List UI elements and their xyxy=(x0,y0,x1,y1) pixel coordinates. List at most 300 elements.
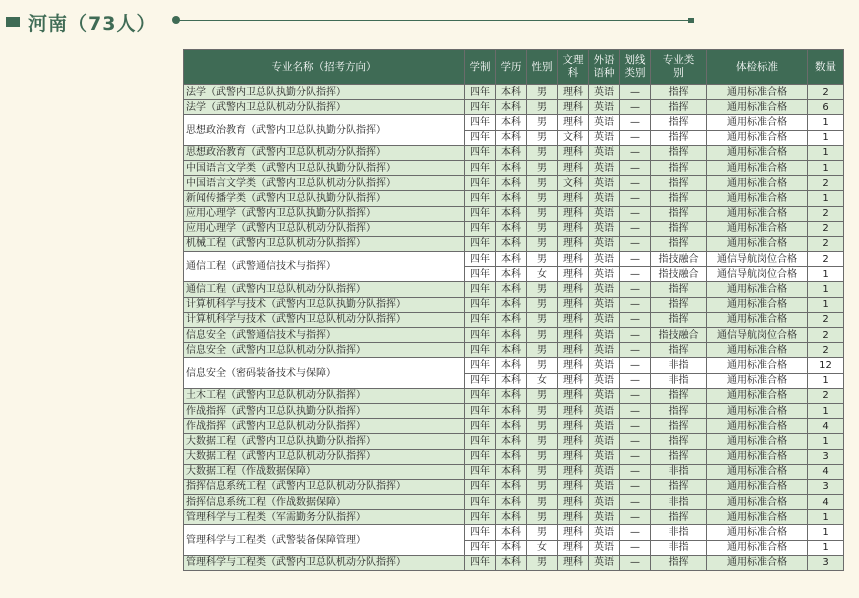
table-cell: — xyxy=(620,495,651,510)
table-cell: 本科 xyxy=(496,282,527,297)
table-cell: 指挥 xyxy=(651,510,707,525)
table-cell: — xyxy=(620,358,651,373)
col-header-gender: 性别 xyxy=(527,50,558,85)
table-row xyxy=(184,312,844,327)
table-cell: 本科 xyxy=(496,176,527,191)
table-cell: — xyxy=(620,282,651,297)
cell-major: 指挥信息系统工程（武警内卫总队机动分队指挥） xyxy=(184,479,465,494)
table-cell: 通用标准合格 xyxy=(707,373,808,388)
table-cell: 指挥 xyxy=(651,221,707,236)
table-cell: 本科 xyxy=(496,328,527,343)
table-cell: 理科 xyxy=(558,555,589,570)
table-cell: — xyxy=(620,191,651,206)
table-cell: 四年 xyxy=(465,252,496,267)
table-cell: 四年 xyxy=(465,540,496,555)
table-cell: 四年 xyxy=(465,403,496,418)
table-cell: 理科 xyxy=(558,388,589,403)
divider-line xyxy=(178,20,689,21)
table-cell: 通用标准合格 xyxy=(707,160,808,175)
table-row xyxy=(184,464,844,479)
table-cell: 英语 xyxy=(589,221,620,236)
table-cell: 理科 xyxy=(558,252,589,267)
table-cell: 非指 xyxy=(651,358,707,373)
cell-major: 法学（武警内卫总队机动分队指挥） xyxy=(184,100,465,115)
table-cell: 男 xyxy=(527,555,558,570)
table-row xyxy=(184,221,844,236)
table-cell: — xyxy=(620,312,651,327)
table-cell: 男 xyxy=(527,206,558,221)
cell-major: 指挥信息系统工程（作战数据保障） xyxy=(184,495,465,510)
table-cell: 通用标准合格 xyxy=(707,221,808,236)
table-cell: 四年 xyxy=(465,85,496,100)
table-cell: 指技融合 xyxy=(651,252,707,267)
table-cell: 理科 xyxy=(558,328,589,343)
table-row xyxy=(184,145,844,160)
section-header xyxy=(6,6,156,38)
table-cell: 通用标准合格 xyxy=(707,419,808,434)
table-cell: 男 xyxy=(527,434,558,449)
table-cell: 男 xyxy=(527,510,558,525)
table-cell: 英语 xyxy=(589,434,620,449)
table-cell: 通用标准合格 xyxy=(707,388,808,403)
table-cell: 英语 xyxy=(589,282,620,297)
table-row xyxy=(184,191,844,206)
table-cell: 英语 xyxy=(589,85,620,100)
table-cell: — xyxy=(620,479,651,494)
table-cell: — xyxy=(620,160,651,175)
cell-major: 计算机科学与技术（武警内卫总队执勤分队指挥） xyxy=(184,297,465,312)
table-cell: 通用标准合格 xyxy=(707,495,808,510)
table-cell: 理科 xyxy=(558,403,589,418)
table-cell: 1 xyxy=(808,115,844,130)
cell-major: 作战指挥（武警内卫总队机动分队指挥） xyxy=(184,419,465,434)
table-row xyxy=(184,479,844,494)
table-cell: 四年 xyxy=(465,312,496,327)
table-cell: 理科 xyxy=(558,206,589,221)
table-cell: 指挥 xyxy=(651,312,707,327)
table-cell: 本科 xyxy=(496,145,527,160)
table-cell: 2 xyxy=(808,328,844,343)
table-cell: 四年 xyxy=(465,419,496,434)
table-row xyxy=(184,510,844,525)
table-cell: 男 xyxy=(527,312,558,327)
table-cell: — xyxy=(620,540,651,555)
table-cell: 男 xyxy=(527,191,558,206)
table-row xyxy=(184,206,844,221)
table-cell: 本科 xyxy=(496,312,527,327)
table-cell: 1 xyxy=(808,282,844,297)
table-cell: 四年 xyxy=(465,236,496,251)
table-cell: — xyxy=(620,343,651,358)
table-cell: 1 xyxy=(808,297,844,312)
table-cell: 理科 xyxy=(558,312,589,327)
table-cell: 2 xyxy=(808,85,844,100)
cell-major: 应用心理学（武警内卫总队执勤分队指挥） xyxy=(184,206,465,221)
table-cell: 男 xyxy=(527,221,558,236)
table-cell: 通用标准合格 xyxy=(707,464,808,479)
table-cell: 男 xyxy=(527,388,558,403)
table-cell: 四年 xyxy=(465,115,496,130)
table-cell: — xyxy=(620,267,651,282)
table-cell: — xyxy=(620,221,651,236)
table-cell: 通用标准合格 xyxy=(707,525,808,540)
table-cell: 英语 xyxy=(589,403,620,418)
table-cell: 指挥 xyxy=(651,479,707,494)
table-cell: 四年 xyxy=(465,191,496,206)
table-cell: 英语 xyxy=(589,525,620,540)
table-cell: 英语 xyxy=(589,479,620,494)
table-cell: 理科 xyxy=(558,267,589,282)
table-cell: 本科 xyxy=(496,449,527,464)
cell-major: 思想政治教育（武警内卫总队机动分队指挥） xyxy=(184,145,465,160)
table-cell: 理科 xyxy=(558,282,589,297)
table-cell: 2 xyxy=(808,343,844,358)
table-cell: 指挥 xyxy=(651,176,707,191)
table-cell: 指挥 xyxy=(651,343,707,358)
table-cell: 男 xyxy=(527,464,558,479)
table-cell: 本科 xyxy=(496,525,527,540)
cell-major: 中国语言文学类（武警内卫总队执勤分队指挥） xyxy=(184,160,465,175)
table-cell: 本科 xyxy=(496,221,527,236)
table-cell: 英语 xyxy=(589,540,620,555)
table-cell: 指挥 xyxy=(651,403,707,418)
table-cell: — xyxy=(620,252,651,267)
table-cell: 指技融合 xyxy=(651,267,707,282)
table-cell: 本科 xyxy=(496,479,527,494)
cell-major: 信息安全（密码装备技术与保障） xyxy=(184,358,465,388)
table-cell: 通用标准合格 xyxy=(707,358,808,373)
table-cell: 通用标准合格 xyxy=(707,434,808,449)
table-cell: 1 xyxy=(808,403,844,418)
table-cell: 男 xyxy=(527,495,558,510)
table-cell: 3 xyxy=(808,479,844,494)
table-row xyxy=(184,419,844,434)
table-cell: 四年 xyxy=(465,388,496,403)
table-cell: 四年 xyxy=(465,206,496,221)
table-cell: 四年 xyxy=(465,282,496,297)
table-cell: 英语 xyxy=(589,388,620,403)
table-cell: 本科 xyxy=(496,358,527,373)
table-cell: 理科 xyxy=(558,525,589,540)
table-row xyxy=(184,85,844,100)
table-row xyxy=(184,236,844,251)
col-header-medical: 体检标准 xyxy=(707,50,808,85)
table-cell: — xyxy=(620,115,651,130)
col-header-language: 外语语种 xyxy=(589,50,620,85)
table-cell: 四年 xyxy=(465,145,496,160)
divider-end xyxy=(688,18,694,23)
table-cell: 12 xyxy=(808,358,844,373)
table-cell: 1 xyxy=(808,145,844,160)
table-row xyxy=(184,297,844,312)
table-cell: 1 xyxy=(808,510,844,525)
table-cell: 通用标准合格 xyxy=(707,555,808,570)
table-cell: 英语 xyxy=(589,495,620,510)
table-cell: 英语 xyxy=(589,373,620,388)
cell-major: 管理科学与工程类（军需勤务分队指挥） xyxy=(184,510,465,525)
table-cell: 理科 xyxy=(558,495,589,510)
table-cell: 本科 xyxy=(496,252,527,267)
table-row xyxy=(184,358,844,373)
table-cell: 男 xyxy=(527,525,558,540)
table-row xyxy=(184,115,844,130)
table-cell: 3 xyxy=(808,449,844,464)
table-cell: 四年 xyxy=(465,267,496,282)
col-header-duration: 学制 xyxy=(465,50,496,85)
table-cell: 英语 xyxy=(589,130,620,145)
table-cell: 通用标准合格 xyxy=(707,176,808,191)
table-cell: 理科 xyxy=(558,191,589,206)
table-cell: 指挥 xyxy=(651,100,707,115)
table-cell: 本科 xyxy=(496,555,527,570)
table-cell: 指挥 xyxy=(651,130,707,145)
table-cell: 英语 xyxy=(589,267,620,282)
table-cell: 4 xyxy=(808,464,844,479)
table-cell: 指挥 xyxy=(651,191,707,206)
table-cell: 指挥 xyxy=(651,236,707,251)
table-cell: 男 xyxy=(527,145,558,160)
table-cell: 指挥 xyxy=(651,388,707,403)
table-cell: 通用标准合格 xyxy=(707,130,808,145)
table-cell: — xyxy=(620,403,651,418)
table-cell: 本科 xyxy=(496,206,527,221)
table-row xyxy=(184,160,844,175)
table-cell: 理科 xyxy=(558,343,589,358)
table-cell: — xyxy=(620,525,651,540)
table-cell: 四年 xyxy=(465,297,496,312)
table-cell: 理科 xyxy=(558,358,589,373)
table-cell: 理科 xyxy=(558,373,589,388)
table-cell: 本科 xyxy=(496,464,527,479)
table-cell: 1 xyxy=(808,191,844,206)
cell-major: 大数据工程（武警内卫总队执勤分队指挥） xyxy=(184,434,465,449)
table-cell: — xyxy=(620,206,651,221)
table-cell: 文科 xyxy=(558,130,589,145)
table-cell: — xyxy=(620,328,651,343)
table-cell: 本科 xyxy=(496,267,527,282)
table-cell: 男 xyxy=(527,236,558,251)
table-cell: 通用标准合格 xyxy=(707,343,808,358)
table-cell: 通用标准合格 xyxy=(707,206,808,221)
table-cell: 2 xyxy=(808,312,844,327)
table-cell: 通用标准合格 xyxy=(707,85,808,100)
table-cell: 英语 xyxy=(589,449,620,464)
cell-major: 大数据工程（作战数据保障） xyxy=(184,464,465,479)
table-cell: 男 xyxy=(527,449,558,464)
table-cell: — xyxy=(620,130,651,145)
table-row xyxy=(184,282,844,297)
table-row xyxy=(184,434,844,449)
table-cell: 四年 xyxy=(465,434,496,449)
table-cell: 男 xyxy=(527,130,558,145)
table-cell: 理科 xyxy=(558,510,589,525)
table-cell: 通用标准合格 xyxy=(707,510,808,525)
table-cell: 英语 xyxy=(589,160,620,175)
table-cell: 理科 xyxy=(558,145,589,160)
table-cell: 理科 xyxy=(558,479,589,494)
table-cell: 理科 xyxy=(558,464,589,479)
col-header-major: 专业名称（招考方向） xyxy=(184,50,465,85)
table-cell: 1 xyxy=(808,160,844,175)
table-cell: 通信导航岗位合格 xyxy=(707,252,808,267)
table-cell: 四年 xyxy=(465,100,496,115)
table-cell: 女 xyxy=(527,373,558,388)
table-cell: 1 xyxy=(808,525,844,540)
table-cell: 男 xyxy=(527,328,558,343)
table-cell: 四年 xyxy=(465,130,496,145)
cell-major: 思想政治教育（武警内卫总队执勤分队指挥） xyxy=(184,115,465,145)
table-cell: 通用标准合格 xyxy=(707,479,808,494)
table-cell: 本科 xyxy=(496,191,527,206)
table-cell: 理科 xyxy=(558,236,589,251)
table-cell: 本科 xyxy=(496,160,527,175)
table-cell: 本科 xyxy=(496,373,527,388)
table-cell: 4 xyxy=(808,495,844,510)
cell-major: 信息安全（武警通信技术与指挥） xyxy=(184,328,465,343)
table-cell: — xyxy=(620,434,651,449)
table-cell: 英语 xyxy=(589,115,620,130)
table-cell: 本科 xyxy=(496,434,527,449)
table-cell: 男 xyxy=(527,479,558,494)
table-row xyxy=(184,388,844,403)
table-cell: 男 xyxy=(527,419,558,434)
table-cell: 2 xyxy=(808,236,844,251)
table-row xyxy=(184,525,844,540)
table-cell: 英语 xyxy=(589,206,620,221)
table-cell: 本科 xyxy=(496,100,527,115)
table-cell: 四年 xyxy=(465,510,496,525)
table-cell: 2 xyxy=(808,176,844,191)
table-cell: 英语 xyxy=(589,343,620,358)
table-row xyxy=(184,449,844,464)
table-cell: 指挥 xyxy=(651,85,707,100)
table-cell: — xyxy=(620,176,651,191)
table-cell: — xyxy=(620,388,651,403)
cell-major: 计算机科学与技术（武警内卫总队机动分队指挥） xyxy=(184,312,465,327)
table-header-row xyxy=(184,50,844,85)
table-cell: 本科 xyxy=(496,343,527,358)
table-cell: 本科 xyxy=(496,419,527,434)
table-cell: 通用标准合格 xyxy=(707,449,808,464)
table-cell: 理科 xyxy=(558,221,589,236)
table-cell: 四年 xyxy=(465,449,496,464)
table-cell: 理科 xyxy=(558,434,589,449)
table-cell: 本科 xyxy=(496,130,527,145)
table-cell: 女 xyxy=(527,540,558,555)
table-cell: 非指 xyxy=(651,464,707,479)
table-cell: 四年 xyxy=(465,373,496,388)
table-cell: 英语 xyxy=(589,145,620,160)
table-cell: 英语 xyxy=(589,191,620,206)
table-cell: 通用标准合格 xyxy=(707,312,808,327)
table-cell: 英语 xyxy=(589,328,620,343)
table-cell: 非指 xyxy=(651,495,707,510)
table-row xyxy=(184,252,844,267)
table-cell: 英语 xyxy=(589,252,620,267)
cell-major: 通信工程（武警通信技术与指挥） xyxy=(184,252,465,282)
table-row xyxy=(184,328,844,343)
table-cell: 男 xyxy=(527,403,558,418)
table-row xyxy=(184,176,844,191)
table-cell: 4 xyxy=(808,419,844,434)
table-cell: 英语 xyxy=(589,100,620,115)
table-cell: 非指 xyxy=(651,540,707,555)
cell-major: 机械工程（武警内卫总队机动分队指挥） xyxy=(184,236,465,251)
table-cell: 本科 xyxy=(496,297,527,312)
cell-major: 法学（武警内卫总队执勤分队指挥） xyxy=(184,85,465,100)
table-cell: 理科 xyxy=(558,100,589,115)
table-cell: — xyxy=(620,419,651,434)
cell-major: 信息安全（武警内卫总队机动分队指挥） xyxy=(184,343,465,358)
table-cell: 女 xyxy=(527,267,558,282)
table-cell: 1 xyxy=(808,540,844,555)
table-cell: 男 xyxy=(527,343,558,358)
table-cell: 指挥 xyxy=(651,419,707,434)
table-cell: 2 xyxy=(808,221,844,236)
table-cell: 指挥 xyxy=(651,282,707,297)
table-cell: 通用标准合格 xyxy=(707,403,808,418)
table-cell: 男 xyxy=(527,252,558,267)
table-cell: 理科 xyxy=(558,419,589,434)
table-cell: 通用标准合格 xyxy=(707,282,808,297)
admission-table xyxy=(183,49,844,571)
cell-major: 土木工程（武警内卫总队机动分队指挥） xyxy=(184,388,465,403)
table-cell: 非指 xyxy=(651,373,707,388)
table-cell: 指挥 xyxy=(651,206,707,221)
table-cell: — xyxy=(620,449,651,464)
col-header-category: 专业类别 xyxy=(651,50,707,85)
table-cell: — xyxy=(620,297,651,312)
table-cell: 四年 xyxy=(465,555,496,570)
table-cell: 1 xyxy=(808,130,844,145)
table-cell: 指挥 xyxy=(651,297,707,312)
table-cell: 男 xyxy=(527,160,558,175)
col-header-track: 文理科 xyxy=(558,50,589,85)
table-cell: 指挥 xyxy=(651,555,707,570)
table-cell: 本科 xyxy=(496,85,527,100)
table-cell: 2 xyxy=(808,388,844,403)
table-cell: 指挥 xyxy=(651,434,707,449)
table-cell: 男 xyxy=(527,176,558,191)
table-cell: 四年 xyxy=(465,479,496,494)
table-cell: 男 xyxy=(527,297,558,312)
table-cell: 本科 xyxy=(496,115,527,130)
table-cell: 四年 xyxy=(465,328,496,343)
table-cell: — xyxy=(620,100,651,115)
table-cell: 理科 xyxy=(558,540,589,555)
table-cell: 四年 xyxy=(465,160,496,175)
table-cell: 英语 xyxy=(589,176,620,191)
table-cell: 通信导航岗位合格 xyxy=(707,267,808,282)
table-cell: 通信导航岗位合格 xyxy=(707,328,808,343)
table-cell: 通用标准合格 xyxy=(707,100,808,115)
cell-major: 作战指挥（武警内卫总队执勤分队指挥） xyxy=(184,403,465,418)
cell-major: 应用心理学（武警内卫总队机动分队指挥） xyxy=(184,221,465,236)
table-cell: 通用标准合格 xyxy=(707,145,808,160)
table-cell: 理科 xyxy=(558,449,589,464)
cell-major: 管理科学与工程类（武警装备保障管理） xyxy=(184,525,465,555)
section-title: 河南（73人） xyxy=(28,12,157,35)
table-cell: 指挥 xyxy=(651,449,707,464)
table-cell: 男 xyxy=(527,358,558,373)
table-cell: 本科 xyxy=(496,510,527,525)
table-cell: 理科 xyxy=(558,115,589,130)
table-cell: 四年 xyxy=(465,464,496,479)
table-cell: 四年 xyxy=(465,525,496,540)
table-cell: 2 xyxy=(808,206,844,221)
table-cell: — xyxy=(620,85,651,100)
table-cell: 通用标准合格 xyxy=(707,115,808,130)
